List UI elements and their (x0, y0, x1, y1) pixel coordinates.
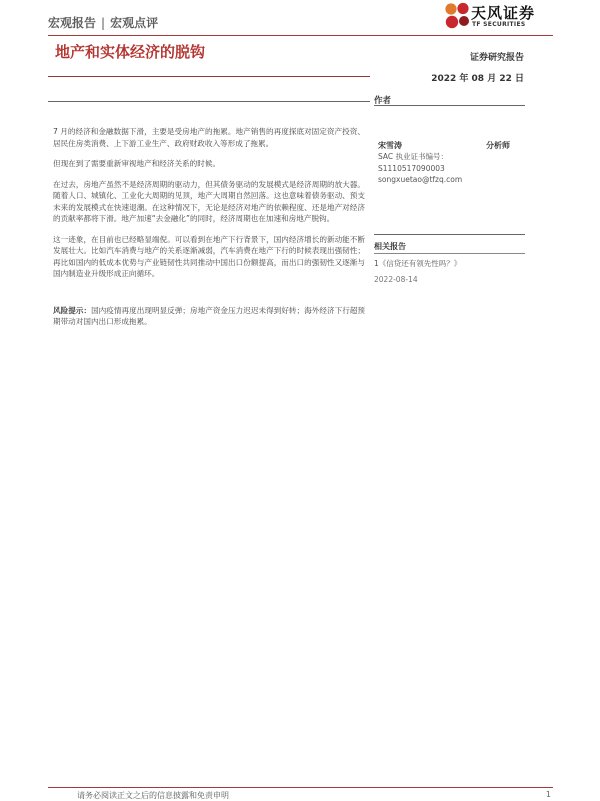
related-report-date: 2022-08-14 (374, 275, 418, 284)
related-report-link[interactable]: 1《信贷还有领先性吗？》 (374, 259, 462, 268)
header-rule (48, 35, 553, 36)
related-rule (374, 253, 525, 254)
footer-disclaimer: 请务必阅读正文之后的信息披露和免责申明 (77, 791, 229, 800)
author-rule (374, 105, 525, 106)
related-reports-heading: 相关报告 (374, 242, 406, 251)
title-rule (48, 76, 370, 77)
body-paragraph: 7 月的经济和金融数据下滑，主要是受房地产的拖累。地产销售的再度探底对固定资产投资、居民住房类消费、上下游工业生产、政府财政收入等形成了拖累。 (53, 127, 365, 148)
footer-rule (48, 787, 553, 788)
body-paragraph: 但现在到了需要重新审视地产和经济关系的时候。 (53, 159, 221, 169)
tf-securities-logo-icon (444, 2, 470, 32)
author-email[interactable]: songxuetao@tfzq.com (378, 175, 463, 185)
report-type: 证券研究报告 (469, 53, 524, 63)
author-license-label: SAC 执业证书编号： (378, 152, 449, 161)
risk-text: 国内疫情再度出现明显反弹；房地产资金压力迟迟未得到好转；海外经济下行超预期带动对国内出口形成拖累。 (53, 305, 366, 327)
body-paragraph: 这一迹象，在目前也已经略显端倪。可以看到在地产下行背景下，国内经济增长的新动能不断发展壮大。比如汽车消费与地产的关系逐渐减弱，汽车消费在地产下行的时候表现出强韧性；再比如国内的低成本优势与产业链韧性共同推动中国出口份额提高，而出口的强韧性又逐渐与国内制造业升级形成正向循环。 (53, 234, 365, 279)
author-role: 分析师 (486, 141, 510, 150)
report-title: 地产和实体经济的脱钩 (55, 43, 206, 61)
related-top-rule (374, 234, 525, 235)
page-number: 1 (545, 790, 551, 799)
author-details (378, 151, 462, 186)
risk-warning (53, 305, 365, 328)
category-main: 宏观报告 (48, 16, 97, 30)
author-license-number: S1110517090003 (378, 163, 445, 173)
logo-english-text: TF SECURITIES (472, 21, 526, 28)
logo-brand-text: 天风证券 (471, 4, 536, 22)
report-category (48, 14, 158, 31)
body-paragraph: 在过去，房地产虽然不是经济周期的驱动力，但其债务驱动的发展模式是经济周期的放大器。随着人口、城镇化、工业化大周期的见顶，地产大周期自然回落。这也意味着债务驱动、预支未来的发展模式在快速退潮。在这种情况下，无论是经济对地产的依赖程度、还是地产对经济的贡献率都将下滑。地产加速“去金融化”的同时，经济周期也在加速和房地产脱钩。 (53, 179, 365, 224)
report-body (53, 126, 365, 337)
report-date: 2022 年 08 月 22 日 (431, 74, 524, 84)
author-heading: 作者 (374, 96, 392, 106)
category-separator: | (101, 16, 106, 30)
company-logo (444, 2, 554, 36)
category-sub: 宏观点评 (110, 16, 159, 30)
body-top-rule (48, 101, 370, 102)
author-name: 宋雪涛 (378, 141, 402, 150)
risk-label: 风险提示： (53, 305, 92, 315)
